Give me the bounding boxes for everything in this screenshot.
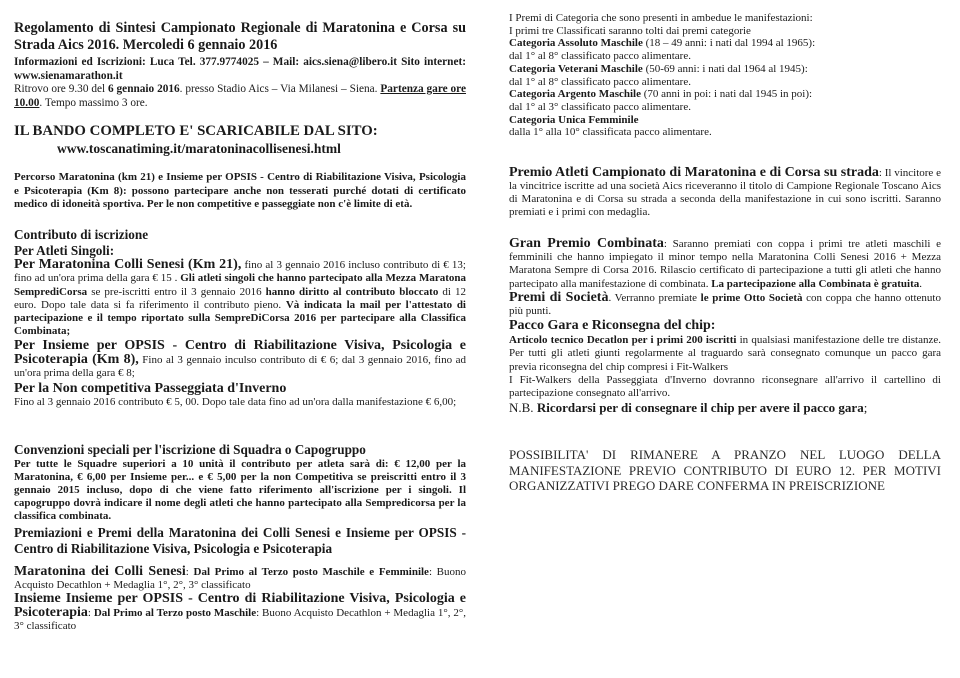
convenzioni-section (14, 442, 466, 524)
category-item (509, 88, 941, 113)
contributo-section (14, 227, 466, 409)
premio-atleti-title: Premio Atleti Campionato di Maratonina e di Corsa su strada (509, 165, 879, 180)
maratonina-fee-title: Per Maratonina Colli Senesi (Km 21), (14, 257, 242, 272)
bando-block (14, 122, 466, 158)
ritrovo-text: Ritrovo ore 9.30 del (14, 83, 109, 95)
premi-societa-text: con coppa che hanno ottenuto più punti. (509, 291, 941, 318)
fee-bold: Và indicata la mail per l'attestato di partecipazione e il tempo riportato sulla SempreDiCorsa 2016 per partecipare alla Classifica Combinata; (14, 298, 466, 338)
fit-walkers-text: I Fit-Walkers della Passeggiata d'Inverno dovranno riconsegnare all'arrivo il cartellino di partecipazione consegnato all'arrivo. (509, 373, 941, 400)
premiazioni-heading: Premiazioni e Premi della Maratonina dei Colli Senesi e Insieme per OPSIS - Centro di Riabilitazione Visiva, Psicologia e Psicoterapia (14, 525, 466, 556)
category-prize: dal 1° al 8° classificato pacco alimentare. (509, 50, 691, 63)
insieme-prize-title: Insieme Insieme per OPSIS - Centro di Riabilitazione Visiva, Psicologia e Psicoterapia (14, 591, 466, 620)
contact-info: Informazioni ed Iscrizioni: Luca Tel. 377.9774025 – Mail: aics.siena@libero.it Sito internet: www.sienamarathon.it (14, 56, 466, 82)
partenza-time: Partenza gare ore 10.00 (14, 83, 467, 109)
categorie-section (509, 12, 941, 139)
premi-societa-paragraph (509, 291, 941, 318)
pacco-gara-detail: in qualsiasi manifestazione delle tre distanze. Per tutti gli atleti giunti regolarmente al traguardo sarà consegnato comunque un pacco gara previa riconsegna del chip compresi i Fit-Walkers (509, 334, 941, 373)
categorie-intro-2: I primi tre Classificati saranno tolti dai premi categorie (509, 24, 751, 37)
pacco-gara-text (509, 334, 941, 374)
noncomp-text: Fino al 3 gennaio 2016 contributo € 5, 00. Dopo tale data fino ad un'ora dalla manifestazione € 6,00; (14, 395, 457, 408)
convenzioni-heading: Convenzioni speciali per l'iscrizione di Squadra o Capogruppo (14, 442, 366, 457)
ritrovo-date: 6 gennaio 2016 (108, 83, 180, 95)
premi-societa-title: Premi di Società (509, 289, 609, 305)
opsis-fee (14, 339, 466, 381)
gran-premio-bold: La partecipazione alla Combinata è gratuita (711, 277, 920, 290)
category-item (509, 114, 941, 139)
fee-text: fino al 3 gennaio 2016 incluso contributo di € 13; fino ad un'ora prima della gara € 15 . (14, 259, 466, 285)
bando-heading: IL BANDO COMPLETO E' SCARICABILE DAL SITO: (14, 123, 378, 139)
convenzioni-text: Per tutte le Squadre superiori a 10 unità il contributo per atleta sarà di: € 12,00 per la Maratonina, € 6,00 per Insieme per... e € 5,00 per la non Competitiva se preiscritti entro il 3 gennaio 2015 incluso, dopo di che viene fatto riferimento all'iscrizione per i singoli. Il capogruppo dovrà indicare il nome degli atleti che hanno partecipato alla Sempredicorsa per la classifica combinata. (14, 457, 466, 523)
nb-label: N.B. (509, 400, 537, 416)
gran-premio-text: : Saranno premiati con coppa i primi tre atleti maschili e femminili che hanno impiegato il minor tempo nella Maratonina Colli Senesi 2016 + Mezza Maratona Sempre di Corsa 2016. Rilascio certificato di partecipazione a tutti gli atleti che hanno partecipato alla manifestazione di combinata. (509, 238, 941, 290)
contributo-heading: Contributo di iscrizione (14, 227, 149, 242)
maratonina-prize: Maratonina dei Colli Senesi: Dal Primo al Terzo posto Maschile e Femminile: Buono Acquisto Decathlon + Medaglia 1°, 2°, 3° classificato (14, 564, 466, 591)
categorie-intro: I Premi di Categoria che sono presenti in ambedue le manifestazioni: (509, 12, 813, 24)
category-prize: dal 1° al 8° classificato pacco alimentare. (509, 75, 691, 88)
category-prize: dalla 1° alla 10° classificata pacco alimentare. (509, 126, 712, 139)
category-detail: (50-69 anni: i nati dal 1964 al 1945): (642, 62, 808, 75)
opsis-fee-title: Per Insieme per OPSIS - Centro di Riabilitazione Visiva, Psicologia e Psicoterapia (Km 8), (14, 337, 466, 368)
opsis-fee-text: Fino al 3 gennaio inculso contributo di € 6; dal 3 gennaio 2016, fino ad un'ora prima della gara € 8; (14, 354, 466, 380)
insieme-prize: Insieme Insieme per OPSIS - Centro di Riabilitazione Visiva, Psicologia e Psicoterapia: Dal Primo al Terzo posto Maschile: Buono Acquisto Decathlon + Medaglia 1°, 2°, 3° classificato (14, 591, 467, 632)
category-detail: (70 anni in poi: i nati dal 1945 in poi): (640, 88, 813, 101)
category-detail: (18 – 49 anni: i nati dal 1994 al 1965): (642, 37, 816, 50)
maratonina-prize-sub: Dal Primo al Terzo posto Maschile e Femminile (193, 566, 429, 578)
nb-bold: Ricordarsi per di consegnare il chip per avere il pacco gara (536, 400, 864, 416)
category-item (509, 37, 941, 62)
gran-premio-title: Gran Premio Combinata (509, 236, 664, 251)
info-block (14, 56, 466, 110)
percorso-paragraph: Percorso Maratonina (km 21) e Insieme per OPSIS - Centro di Riabilitazione Visiva, Psicologia e Psicoterapia (Km 8): possono partecipare anche non tesserati purché dotati di certificato medico di idoneità sportiva. Per le non competitive e passeggiate non c'è limite di età. (14, 171, 466, 210)
maratonina-prize-title: Maratonina dei Colli Senesi (14, 564, 186, 579)
gran-premio-paragraph (509, 237, 941, 291)
gran-premio-section (509, 237, 941, 415)
premiazioni-section (14, 565, 466, 633)
nb-note (509, 400, 941, 415)
document-title: Regolamento di Sintesi Campionato Regionale di Maratonina e Corsa su Strada Aics 2016. Mercoledi 6 gennaio 2016 (14, 20, 466, 53)
fee-bold: Gli atleti singoli che hanno partecipato alla Mezza Maratona SemprediCorsa (14, 272, 466, 298)
category-name: Categoria Assoluto Maschile (509, 37, 643, 50)
fee-text: di 12 euro. Dopo tale data si fa riferimento il contributo pieno. (14, 285, 467, 311)
fee-text: se pre-iscritti entro il 3 gennaio 2016 (87, 285, 266, 298)
premi-societa-text: . Verranno premiate (608, 291, 701, 304)
maratonina-fee (14, 258, 466, 339)
pranzo-notice: POSSIBILITA' DI RIMANERE A PRANZO NEL LUOGO DELLA MANIFESTAZIONE PREVIO CONTRIBUTO DI EURO 12. PER MOTIVI ORGANIZZATIVI PREGO DARE CONFERMA IN PREISCRIZIONE (509, 447, 941, 493)
punctuation: . (919, 277, 923, 290)
category-name: Categoria Argento Maschile (509, 88, 641, 101)
tempo-massimo: . Tempo massimo 3 ore. (39, 96, 148, 109)
premio-atleti-paragraph (509, 166, 941, 219)
category-item (509, 63, 941, 88)
maratonina-prize-text: : Buono Acquisto Decathlon + Medaglia 1°, 2°, 3° classificato (14, 566, 466, 591)
bando-url-link[interactable]: www.toscanatiming.it/maratoninacollisenesi.html (57, 141, 341, 156)
premio-atleti-text: : Il vincitore e la vincitrice iscritte ad una società Aics riceveranno il titolo di Campione Regionale Toscano Aics di Maratonina e di Corsa su strada a seconda della manifestazione in cui sono iscritti. Saranno premiati e i primi con medaglia. (509, 167, 941, 218)
pacco-gara-bold: Articolo tecnico Decatlon per i primi 200 iscritti (509, 334, 737, 347)
category-name: Categoria Veterani Maschile (509, 62, 643, 75)
pacco-gara-title: Pacco Gara e Riconsegna del chip: (509, 318, 716, 334)
ritrovo-info (14, 83, 466, 110)
noncomp-title: Per la Non competitiva Passeggiata d'Inverno (14, 380, 287, 396)
insieme-prize-text: : Buono Acquisto Decathlon + Medaglia 1°, 2°, 3° classificato (14, 607, 467, 632)
premi-societa-bold: le prime Otto Società (700, 291, 803, 304)
fee-bold: hanno diritto al contributo bloccato (265, 285, 439, 298)
category-name: Categoria Unica Femminile (509, 113, 639, 126)
insieme-prize-sub: Dal Primo al Terzo posto Maschile (93, 607, 257, 619)
ritrovo-place: . presso Stadio Aics – Via Milanesi – Siena. (179, 83, 381, 95)
atleti-singoli-heading: Per Atleti Singoli: (14, 242, 115, 258)
punctuation: ; (863, 400, 868, 416)
category-prize: dal 1° al 3° classificato pacco alimentare. (509, 100, 691, 113)
